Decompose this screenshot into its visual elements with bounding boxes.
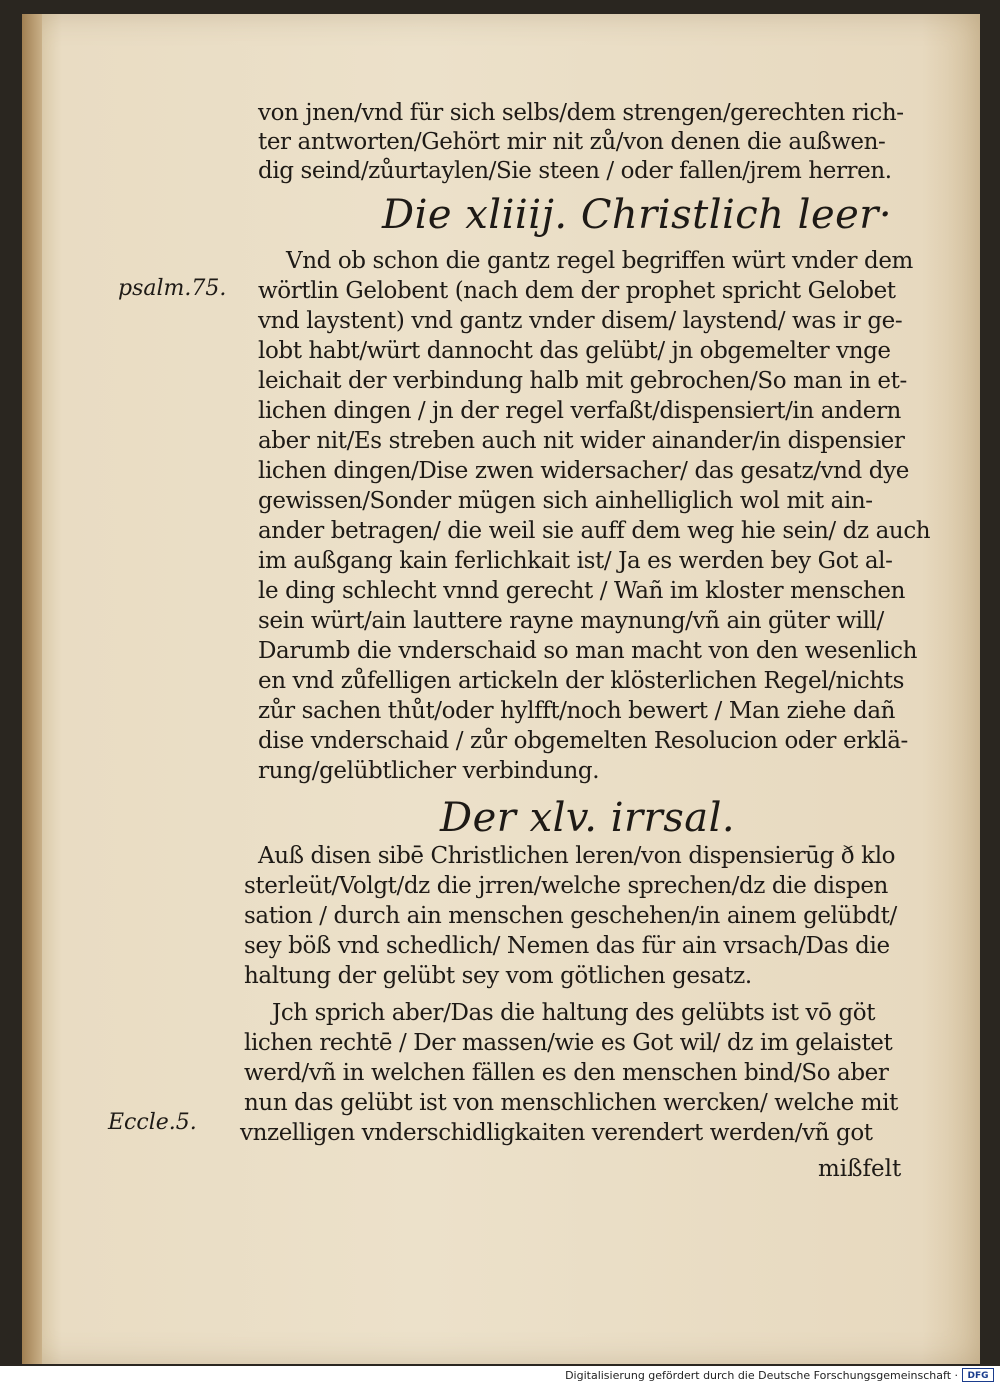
text-line: gewissen/Sonder mügen sich ainhelliglich wol mit ain- bbox=[258, 488, 873, 514]
text-line: leichait der verbindung halb mit gebrochen/So man in et- bbox=[258, 368, 907, 394]
margin-note-eccle: Eccle.5. bbox=[108, 1110, 197, 1135]
text-line: werd/vñ in welchen fällen es den menschen bind/So aber bbox=[244, 1060, 889, 1086]
text-line: sterleüt/Volgt/dz die jrren/welche sprechen/dz die dispen bbox=[244, 873, 888, 899]
text-line: Darumb die vnderschaid so man macht von den wesenlich bbox=[258, 638, 918, 664]
text-line: dise vnderschaid / zůr obgemelten Resolucion oder erklä- bbox=[258, 728, 908, 754]
text-line: vnzelligen vnderschidligkaiten verendert werden/vñ got bbox=[240, 1120, 873, 1146]
text-line: lichen dingen/Dise zwen widersacher/ das gesatz/vnd dye bbox=[258, 458, 909, 484]
catchword: mißfelt bbox=[818, 1156, 902, 1182]
text-line: lobt habt/würt dannocht das gelübt/ jn obgemelter vnge bbox=[258, 338, 891, 364]
text-line: sey böß vnd schedlich/ Nemen das für ain vrsach/Das die bbox=[244, 933, 890, 959]
text-line: von jnen/vnd für sich selbs/dem strengen/gerechten rich- bbox=[258, 100, 904, 126]
page-spine-edge bbox=[22, 14, 42, 1364]
text-line: le ding schlecht vnnd gerecht / Wañ im kloster menschen bbox=[258, 578, 906, 604]
text-line: vnd laystent) vnd gantz vnder disem/ laystend/ was ir ge- bbox=[258, 308, 903, 334]
text-line: wörtlin Gelobent (nach dem der prophet spricht Gelobet bbox=[258, 278, 896, 304]
text-line: en vnd zůfelligen artickeln der klösterlichen Regel/nichts bbox=[258, 668, 905, 694]
text-line: Auß disen sibē Christlichen leren/von dispensierūg ð klo bbox=[258, 843, 896, 869]
dfg-logo: DFG bbox=[962, 1368, 994, 1382]
text-line: Jch sprich aber/Das die haltung des gelübts ist vō göt bbox=[272, 1000, 876, 1026]
section-heading-xlv: Der xlv. irrsal. bbox=[440, 795, 736, 841]
text-line: sation / durch ain menschen geschehen/in ainem gelübdt/ bbox=[244, 903, 897, 929]
section-heading-xliiij: Die xliiij. Christlich leer· bbox=[382, 192, 893, 238]
text-line: im außgang kain ferlichkait ist/ Ja es werden bey Got al- bbox=[258, 548, 893, 574]
digitization-footer bbox=[0, 1366, 1000, 1386]
text-line: haltung der gelübt sey vom götlichen gesatz. bbox=[244, 963, 752, 989]
text-line: ter antworten/Gehört mir nit zů/von denen die außwen- bbox=[258, 129, 886, 155]
text-line: nun das gelübt ist von menschlichen wercken/ welche mit bbox=[244, 1090, 898, 1116]
text-line: rung/gelübtlicher verbindung. bbox=[258, 758, 600, 784]
text-line: zůr sachen thůt/oder hylfft/noch bewert / Man ziehe dañ bbox=[258, 698, 896, 724]
text-line: aber nit/Es streben auch nit wider ainander/in dispensier bbox=[258, 428, 905, 454]
text-line: lichen dingen / jn der regel verfaßt/dispensiert/in andern bbox=[258, 398, 901, 424]
text-line: lichen rechtē / Der massen/wie es Got wil/ dz im gelaistet bbox=[244, 1030, 893, 1056]
text-line: ander betragen/ die weil sie auff dem weg hie sein/ dz auch bbox=[258, 518, 931, 544]
dfg-credit-text: Digitalisierung gefördert durch die Deutsche Forschungsgemeinschaft · bbox=[565, 1369, 958, 1382]
text-line: Vnd ob schon die gantz regel begriffen würt vnder dem bbox=[286, 248, 913, 274]
text-line: sein würt/ain lauttere rayne maynung/vñ ain güter will/ bbox=[258, 608, 884, 634]
text-line: dig seind/zůurtaylen/Sie steen / oder fallen/jrem herren. bbox=[258, 158, 892, 184]
margin-note-psalm: psalm.75. bbox=[118, 276, 227, 301]
